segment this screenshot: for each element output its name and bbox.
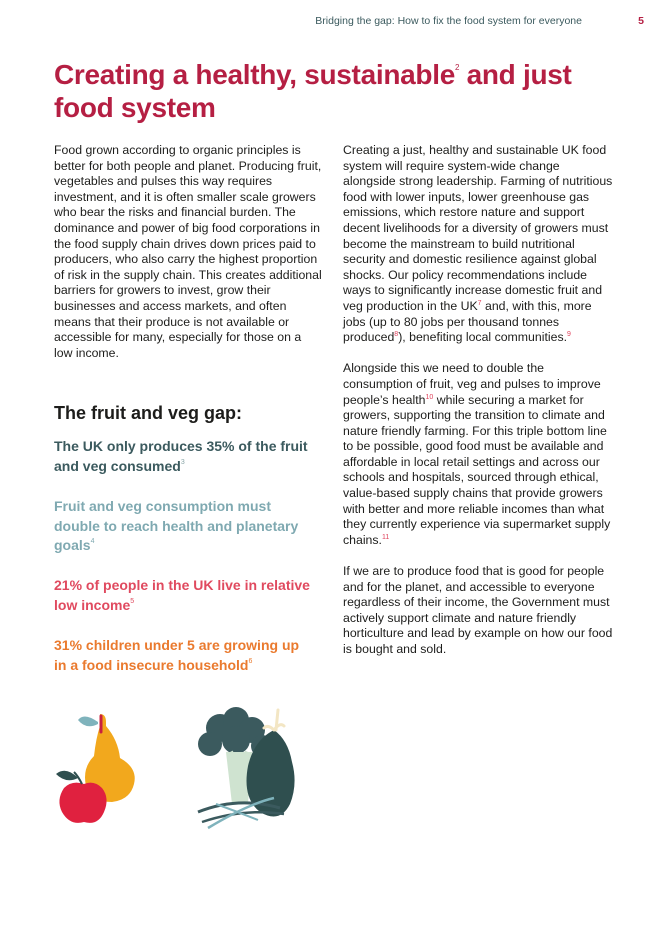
gap-heading: The fruit and veg gap: xyxy=(54,403,243,423)
footnote-ref: 7 xyxy=(477,299,482,307)
right-column xyxy=(343,143,615,673)
page-number: 5 xyxy=(638,15,644,27)
stat-footnote-ref: 4 xyxy=(90,538,95,545)
text-run: Creating a just, healthy and sustainable UK food system will require system-wide change alongside strong leadership. Farming of nutritious food with lower inputs, lower greenhouse gas emissions, which restore nature and support decent livelihoods for a diversity of growers must become the mainstream to build nutritional security and domestic resilience against global shocks. Our policy recommendations include ways to significantly increase domestic fruit and veg production in the UK xyxy=(343,143,613,313)
paragraph-double-consumption xyxy=(343,361,615,548)
stat-text: 31% children under 5 are growing up in a food insecure household xyxy=(54,637,300,673)
text-run: and, with this, more jobs (up to 80 jobs per thousand tonnes produced xyxy=(343,298,592,345)
stat-food-insecure-children xyxy=(54,636,304,675)
paragraph-government-role: If we are to produce food that is good for people and for the planet, and accessible to everyone regardless of their income, the Government must actively support climate and nature friendly horticulture and lead by example on how our food is bought and sold. xyxy=(343,564,613,656)
stat-low-income xyxy=(54,576,314,615)
stat-footnote-ref: 5 xyxy=(130,597,135,605)
text-run: ), benefiting local communities. xyxy=(398,330,568,345)
running-header: Bridging the gap: How to fix the food system for everyone xyxy=(315,15,582,27)
stat-footnote-ref: 3 xyxy=(180,458,185,466)
footnote-ref: 9 xyxy=(567,331,571,339)
fruit-veg-illustration xyxy=(48,700,318,840)
stat-consumption-double xyxy=(54,497,314,556)
paragraph-system-change xyxy=(343,143,615,346)
text-run: while securing a market for growers, supporting the transition to climate and nature friendly farming. For this triple bottom line to be possible, good food must be available and affordable in local retail settings and across our schools and hospitals, sourced through ethical, value-based supply chains that provide growers with better and more reliable incomes than what they currently experience via supermarket supply chains. xyxy=(343,392,611,547)
stat-uk-production xyxy=(54,437,314,476)
title-footnote-ref: 2 xyxy=(454,63,460,72)
stat-text: 21% of people in the UK live in relative low income xyxy=(54,577,310,613)
stat-text: The UK only produces 35% of the fruit and veg consumed xyxy=(54,438,308,474)
stat-text: Fruit and veg consumption must double to reach health and planetary goals xyxy=(54,498,299,553)
left-column xyxy=(54,143,322,377)
footnote-ref: 8 xyxy=(394,331,399,339)
intro-paragraph: Food grown according to organic principles is better for both people and planet. Producing fruit, vegetables and pulses this way requires investment, and it is often smaller scale growers who bear the risks and financial burden. The dominance and power of big food corporations in the food supply chain drives down prices paid to producers, who also carry the highest proportion of risk in the supply chain. This creates additional barriers for growers to invest, grow their businesses and access markets, and often means that their produce is not available or accessible for many, especially for those on a low income. xyxy=(54,143,322,360)
text-run: Alongside this we need to double the consumption of fruit, veg and pulses to improve people’s health xyxy=(343,361,601,407)
footnote-ref: 10 xyxy=(425,393,434,401)
title-text-before: Creating a healthy, sustainable xyxy=(54,59,455,90)
page-title xyxy=(54,58,634,124)
stat-footnote-ref: 6 xyxy=(248,657,253,665)
footnote-ref: 11 xyxy=(381,533,390,541)
title-text-after: and just food system xyxy=(54,59,572,123)
